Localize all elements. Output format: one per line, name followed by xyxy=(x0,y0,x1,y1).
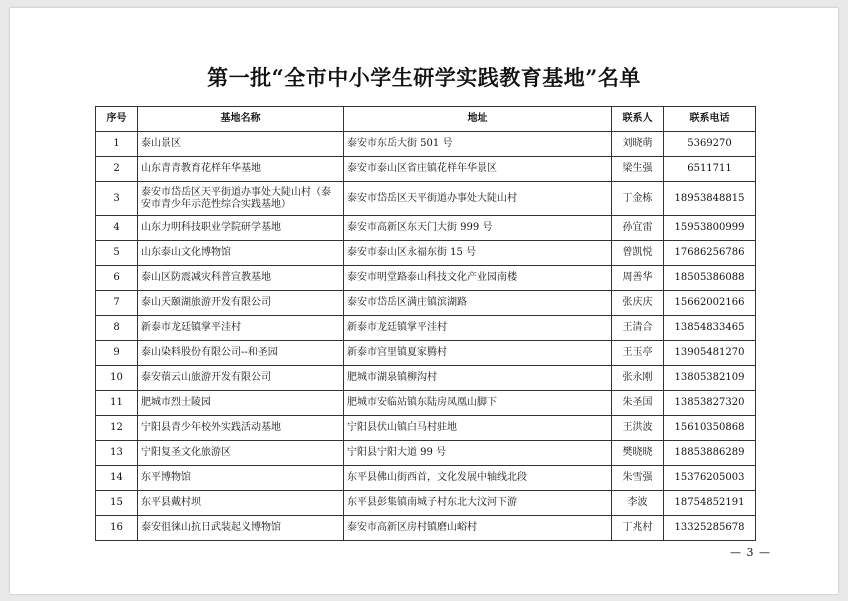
page-title: 第一批“全市中小学生研学实践教育基地”名单 xyxy=(207,65,641,90)
cell-contact: 丁兆村 xyxy=(612,516,664,541)
cell-phone: 18853886289 xyxy=(664,441,756,466)
cell-phone: 18754852191 xyxy=(664,491,756,516)
cell-phone: 15610350868 xyxy=(664,416,756,441)
cell-phone: 13854833465 xyxy=(664,316,756,341)
cell-name: 宁阳县青少年校外实践活动基地 xyxy=(138,416,344,441)
cell-name: 新泰市龙廷镇掌平洼村 xyxy=(138,316,344,341)
table-row xyxy=(96,182,756,216)
cell-name: 山东青青教育花样年华基地 xyxy=(138,157,344,182)
cell-address: 肥城市安临站镇东陆房凤凰山脚下 xyxy=(344,391,612,416)
cell-phone: 13853827320 xyxy=(664,391,756,416)
cell-contact: 王清合 xyxy=(612,316,664,341)
cell-contact: 周善华 xyxy=(612,266,664,291)
cell-index: 3 xyxy=(96,182,138,216)
cell-index: 8 xyxy=(96,316,138,341)
cell-index: 9 xyxy=(96,341,138,366)
cell-index: 2 xyxy=(96,157,138,182)
cell-contact: 樊晓晓 xyxy=(612,441,664,466)
cell-contact: 王玉亭 xyxy=(612,341,664,366)
cell-address: 泰安市高新区房村镇磨山峪村 xyxy=(344,516,612,541)
cell-contact: 张庆庆 xyxy=(612,291,664,316)
cell-address: 泰安市泰山区永福东街 15 号 xyxy=(344,241,612,266)
table-row xyxy=(96,266,756,291)
cell-address: 泰安市东岳大街 501 号 xyxy=(344,132,612,157)
header-contact: 联系人 xyxy=(612,107,664,132)
table-row xyxy=(96,441,756,466)
cell-name: 泰山景区 xyxy=(138,132,344,157)
cell-address: 宁阳县宁阳大道 99 号 xyxy=(344,441,612,466)
cell-index: 10 xyxy=(96,366,138,391)
header-phone: 联系电话 xyxy=(664,107,756,132)
table-row xyxy=(96,391,756,416)
base-list-table xyxy=(95,106,756,541)
cell-index: 1 xyxy=(96,132,138,157)
cell-phone: 15662002166 xyxy=(664,291,756,316)
cell-phone: 17686256786 xyxy=(664,241,756,266)
cell-contact: 刘晓萌 xyxy=(612,132,664,157)
cell-address: 泰安市高新区东天门大街 999 号 xyxy=(344,216,612,241)
cell-index: 5 xyxy=(96,241,138,266)
cell-address: 东平县彭集镇南城子村东北大汶河下游 xyxy=(344,491,612,516)
cell-contact: 李波 xyxy=(612,491,664,516)
cell-index: 14 xyxy=(96,466,138,491)
cell-name: 山东泰山文化博物馆 xyxy=(138,241,344,266)
cell-phone: 13325285678 xyxy=(664,516,756,541)
cell-address: 肥城市湖泉镇柳沟村 xyxy=(344,366,612,391)
cell-address: 新泰市龙廷镇掌平洼村 xyxy=(344,316,612,341)
table-row xyxy=(96,341,756,366)
cell-contact: 朱雪强 xyxy=(612,466,664,491)
table-row xyxy=(96,157,756,182)
table-row xyxy=(96,516,756,541)
table-body xyxy=(96,132,756,541)
table-row xyxy=(96,366,756,391)
cell-name: 肥城市烈士陵园 xyxy=(138,391,344,416)
cell-contact: 丁金栋 xyxy=(612,182,664,216)
cell-name: 泰山染料股份有限公司--和圣园 xyxy=(138,341,344,366)
cell-phone: 15376205003 xyxy=(664,466,756,491)
cell-name: 东平博物馆 xyxy=(138,466,344,491)
cell-contact: 王洪波 xyxy=(612,416,664,441)
table-header-row xyxy=(96,107,756,132)
table-row xyxy=(96,291,756,316)
cell-index: 6 xyxy=(96,266,138,291)
cell-phone: 5369270 xyxy=(664,132,756,157)
cell-name: 泰山区防震减灾科普宣教基地 xyxy=(138,266,344,291)
table-row xyxy=(96,416,756,441)
cell-index: 7 xyxy=(96,291,138,316)
cell-index: 15 xyxy=(96,491,138,516)
cell-phone: 15953800999 xyxy=(664,216,756,241)
header-address: 地址 xyxy=(344,107,612,132)
page-number: — 3 — xyxy=(730,546,771,559)
table-row xyxy=(96,132,756,157)
cell-name: 宁阳复圣文化旅游区 xyxy=(138,441,344,466)
cell-contact: 张永刚 xyxy=(612,366,664,391)
cell-phone: 13905481270 xyxy=(664,341,756,366)
cell-index: 12 xyxy=(96,416,138,441)
cell-phone: 6511711 xyxy=(664,157,756,182)
table-row xyxy=(96,241,756,266)
cell-index: 13 xyxy=(96,441,138,466)
header-index: 序号 xyxy=(96,107,138,132)
table-row xyxy=(96,466,756,491)
cell-contact: 梁生强 xyxy=(612,157,664,182)
cell-address: 泰安市岱岳区天平街道办事处大陡山村 xyxy=(344,182,612,216)
cell-name: 泰安蓿云山旅游开发有限公司 xyxy=(138,366,344,391)
cell-address: 泰安市明堂路泰山科技文化产业园南楼 xyxy=(344,266,612,291)
cell-name: 山东力明科技职业学院研学基地 xyxy=(138,216,344,241)
cell-address: 泰安市岱岳区满庄镇滨湖路 xyxy=(344,291,612,316)
cell-index: 11 xyxy=(96,391,138,416)
cell-address: 宁阳县伏山镇白马村驻地 xyxy=(344,416,612,441)
cell-phone: 13805382109 xyxy=(664,366,756,391)
cell-phone: 18505386088 xyxy=(664,266,756,291)
cell-index: 16 xyxy=(96,516,138,541)
cell-address: 新泰市宫里镇夏家腾村 xyxy=(344,341,612,366)
cell-name: 泰安市岱岳区天平街道办事处大陡山村（泰安市青少年示范性综合实践基地） xyxy=(138,182,344,216)
cell-address: 东平县佛山街西首，文化发展中轴线北段 xyxy=(344,466,612,491)
cell-address: 泰安市泰山区省庄镇花样年华景区 xyxy=(344,157,612,182)
table-row xyxy=(96,316,756,341)
cell-contact: 孙宜雷 xyxy=(612,216,664,241)
cell-name: 东平县戴村坝 xyxy=(138,491,344,516)
header-name: 基地名称 xyxy=(138,107,344,132)
cell-contact: 曾凯悦 xyxy=(612,241,664,266)
cell-name: 泰安徂徕山抗日武装起义博物馆 xyxy=(138,516,344,541)
cell-contact: 朱圣国 xyxy=(612,391,664,416)
table-row xyxy=(96,491,756,516)
cell-phone: 18953848815 xyxy=(664,182,756,216)
cell-index: 4 xyxy=(96,216,138,241)
cell-name: 泰山天颐湖旅游开发有限公司 xyxy=(138,291,344,316)
table-row xyxy=(96,216,756,241)
